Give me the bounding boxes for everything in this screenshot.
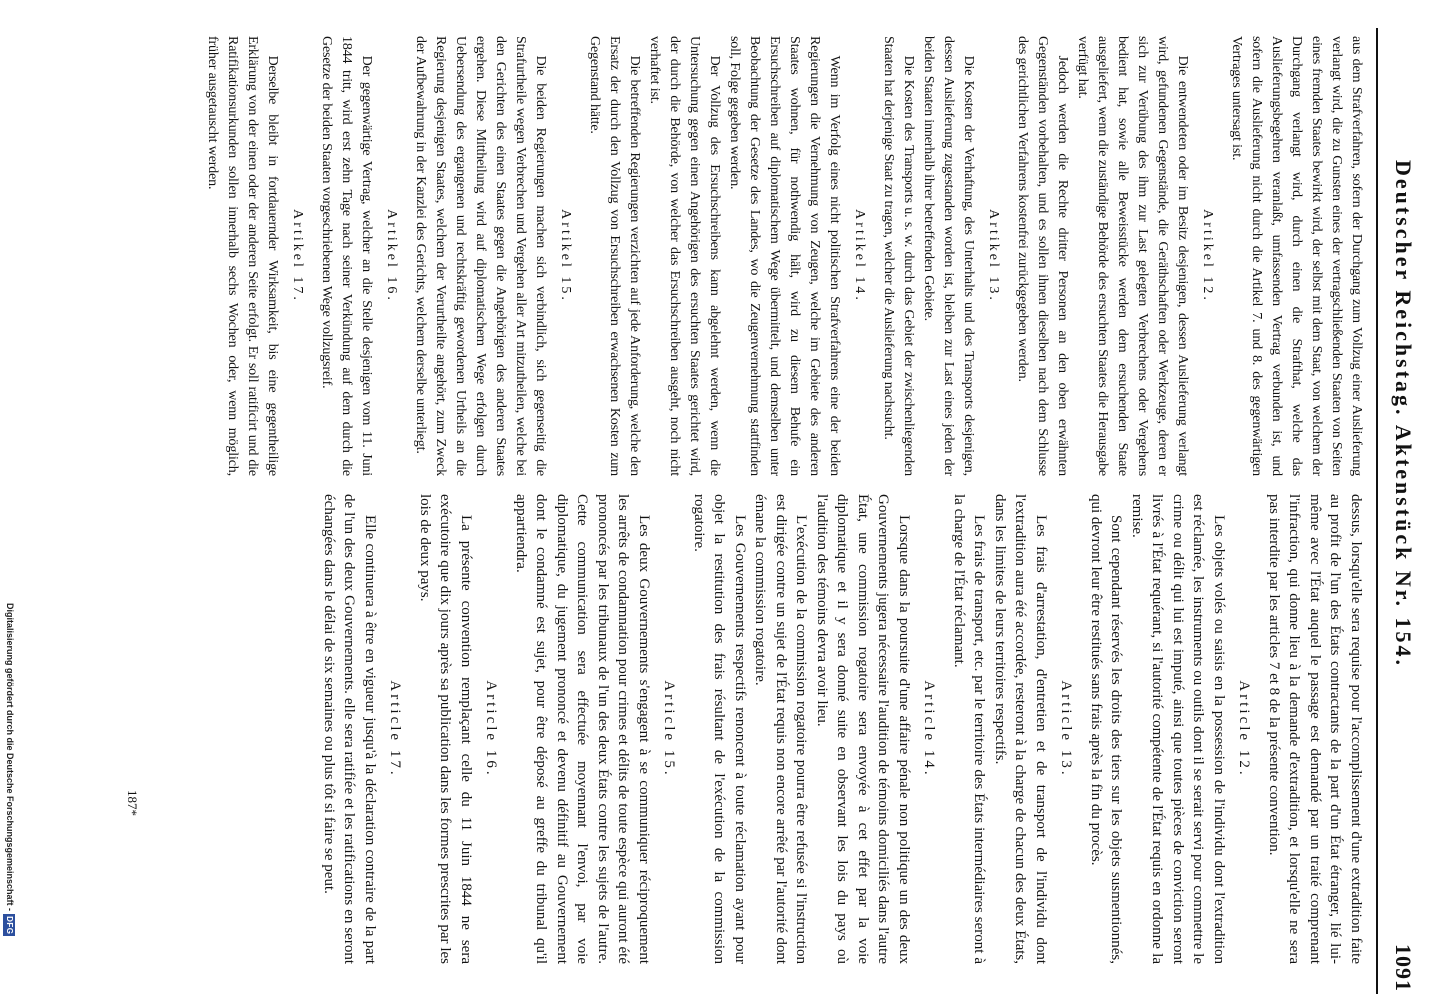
french-article-12-heading: Article 12. [1236, 680, 1253, 778]
page-number: 1091 [1391, 944, 1416, 992]
german-article-12-heading: Artikel 12. [1200, 209, 1215, 303]
german-article-15-paragraph: Die beiden Regierungen machen sich verbindlich, sich gegenseitig die Strafurtheile wegen Verbrechen und Vergehen aller Art mitzutheilen, welche bei den Gerichten des einen Staates gegen die Angehörigen des anderen Staates ergehen. Diese Mittheilung wird auf diplomatischem Wege erfolgen durch Uebersendung des ergangenen und rechtskräftig gewordenen Urtheils an die Regierung desjenigen Staates, welchem der Verurtheilte angehört, zum Zweck der Aufbewahrung in der Kanzlei des Gerichts, welchem derselbe unterliegt. [413, 36, 548, 476]
french-article-12-paragraph-1: Les objets volés ou saisis en la possession de l'individu dont l'extradition est réclamée, les instruments ou outils dont il se serait servi pour commettre le crime ou délit qui lui est imputé, ainsi que toutes pièces de conviction seront livrés à l'État requérant, si l'autorité compétente de l'État requis en ordonne la remise. [1129, 494, 1227, 964]
german-article-13-paragraph-2: Die Kosten des Transports u. s. w. durch das Gebiet der zwischenliegenden Staaten hat derjenige Staat zu tragen, welcher die Auslieferung nachsucht. [881, 36, 916, 476]
german-continuation-paragraph: aus dem Strafverfahren, sofern der Durchgang zum Vollzug einer Auslieferung verlangt wird, die zu Gunsten eines der vertragschließenden Staaten von Seiten eines fremden Staates bewirkt wird, der selbst mit dem Staat, von welchem der Durchgang verlangt wird, durch einen die Strafthat, welche das Auslieferungsbegehren veranlaßt, umfassenden Vertrag verbunden ist, und sofern die Auslieferung nicht durch die Artikel 7. und 8. des gegenwärtigen Vertrages untersagt ist. [1229, 36, 1364, 476]
french-article-13-heading: Article 13. [1058, 680, 1075, 778]
digitization-credit-strip [2, 603, 17, 995]
french-article-13-paragraph-1: Les frais d'arrestation, d'entretien et de transport de l'individu dont l'extradition aura été accordée, resteront à la charge de chacun des deux États, dans les limites de leurs territoires respectifs. [992, 494, 1049, 964]
french-article-15-paragraph: Les deux Gouvernements s'engagent à se communiquer réciproquement les arrêts de condamnation pour crimes et délits de toute espèce qui auront été prononcés par les tribunaux de l'un des deux États contre les sujets de l'autre. Cette communication sera effectuée moyennant l'envoi, par voie diplomatique, du jugement prononcé et devenu définitif au Gouvernement dont le condamné est sujet, pour être déposé au greffe du tribunal qu'il appartiendra. [513, 494, 652, 964]
german-column [134, 36, 1366, 476]
german-article-15-heading: Artikel 15. [558, 209, 573, 303]
german-article-12-paragraph-2: Jedoch werden die Rechte dritter Personen an den oben erwähnten Gegenständen vorbehalten, und es sollen ihnen dieselben nach dem Schlusse des gerichtlichen Verfahrens kostenfrei zurückgegeben werden. [1015, 36, 1070, 476]
german-article-14-heading: Artikel 14. [852, 209, 867, 303]
french-article-17-paragraph: Elle continuera à être en vigueur jusqu'à la déclaration contraire de la part de l'un des deux Gouvernements. elle sera ratifiée et les ratifications en seront échangées dans le délai de six semaines ou plus tôt si faire se peut. [321, 494, 378, 964]
french-article-14-paragraph-3: Les Gouvernements respectifs renoncent à toute réclamation ayant pour objet la restitution des frais résultant de l'exécution de la commission rogatoire. [691, 494, 748, 964]
digitization-credit-text: Digitalisierung gefördert durch die Deutsche Forschungsgemeinschaft - [5, 603, 15, 912]
french-article-16-heading: Article 16. [483, 680, 500, 778]
french-article-14-paragraph-1: Lorsque dans la poursuite d'une affaire pénale non politique un des deux Gouvernements jugera nécessaire l'audition de témoins domiciliés dans l'autre État, une commission rogatoire sera envoyée à cet effet par la voie diplomatique et il y sera donné suite en observant les lois du pays où l'audition des témoins devra avoir lieu. [814, 494, 912, 964]
french-article-17-heading: Article 17. [387, 680, 404, 778]
french-article-16-paragraph: La présente convention remplaçant celle du 11 Juin 1844 ne sera exécutoire que dix jours après sa publication dans les formes prescrites par les lois de deux pays. [417, 494, 474, 964]
french-article-13-paragraph-2: Les frais de transport, etc. par le territoire des États intermédiaires seront à la charge de l'État réclamant. [951, 494, 988, 964]
page-header-title: Deutscher Reichstag. Aktenstück Nr. 154. [1391, 160, 1416, 669]
german-article-14-paragraph-2: Der Vollzug des Ersuchschreibens kann abgelehnt werden, wenn die Untersuchung gegen einen Angehörigen des ersuchten Staates gerichtet wird, der durch die Behörde, von welcher das Ersuchschreiben ausgeht, noch nicht verhaftet ist. [647, 36, 722, 476]
german-article-16-paragraph: Der gegenwärtige Vertrag, welcher an die Stelle desjenigen vom 11. Juni 1844 tritt, wird erst zehn Tage nach seiner Verkündung auf dem durch die Gesetze der beiden Staaten vorgeschriebenen Wege vollzugsreif. [319, 36, 374, 476]
german-article-17-heading: Artikel 17. [290, 209, 305, 303]
german-article-13-heading: Artikel 13. [986, 209, 1001, 303]
french-article-14-paragraph-2: L'exécution de la commission rogatoire pourra être refusée si l'instruction est dirigée contre un sujet de l'État requis non encore arrêté par l'autorité dont émane la commission rogatoire. [752, 494, 810, 964]
french-article-14-heading: Article 14. [921, 680, 938, 778]
dfg-logo-icon: DFG [5, 916, 15, 935]
german-article-14-paragraph-1: Wenn im Verfolg eines nicht politischen Strafverfahrens eine der beiden Regierungen die Vernehmung von Zeugen, welche im Gebiete des anderen Staates wohnen, für nothwendig hält, wird zu diesem Behufe ein Ersuchschreiben auf diplomatischem Wege übermittelt, und demselben unter Beobachtung der Gesetze des Landes, wo die Zeugenvernehmung stattfinden soll, Folge gegeben werden. [727, 36, 842, 476]
signature-mark: 187* [125, 790, 140, 816]
french-article-15-heading: Article 15. [661, 680, 678, 778]
french-continuation-paragraph: dessus, lorsqu'elle sera requise pour l'accomplissement d'une extradition faite au profit de l'un des États contractants de la part d'un État étranger, lié lui-même avec l'État auquel le passage est demandé par un traité comprenant l'infraction, qui donne lieu à la demande d'extradition, et lorsqu'elle ne sera pas interdite par les articles 7 et 8 de la présente convention. [1266, 494, 1364, 964]
german-article-17-paragraph: Derselbe bleibt in fortdauernder Wirksamkeit, bis eine gegentheilige Erklärung von der einen oder der anderen Seite erfolgt. Er soll ratificirt und die Ratifikationsurkunden sollen innerhalb sechs Wochen oder, wenn möglich, früher ausgetauscht werden. [205, 36, 280, 476]
german-article-12-paragraph-1: Die entwendeten oder im Besitz desjenigen, dessen Auslieferung verlangt wird, gefundenen Gegenstände, die Geräthschaften oder Werkzeuge, deren er sich zur Verübung des ihm zur Last gelegten Verbrechens oder Vergehens bedient hat, sowie alle Beweisstücke werden dem ersuchenden Staate ausgeliefert, wenn die zuständige Behörde des ersuchten Staates die Herausgabe verfügt hat. [1075, 36, 1190, 476]
french-column [142, 494, 1366, 964]
german-article-14-paragraph-3: Die betreffenden Regierungen verzichten auf jede Anforderung, welche den Ersatz der durch den Vollzug von Ersuchschreiben erwachsenen Kosten zum Gegenstand hätte. [587, 36, 642, 476]
german-article-16-heading: Artikel 16. [384, 209, 399, 303]
german-article-13-paragraph-1: Die Kosten der Verhaftung, des Unterhalts und des Transports desjenigen, dessen Auslieferung zugestanden worden ist, bleiben zur Last eines jeden der beiden Staaten innerhalb ihrer betreffenden Gebiete. [921, 36, 976, 476]
header-rule [1376, 28, 1378, 994]
french-article-12-paragraph-2: Sont cependant réservés les droits des tiers sur les objets susmentionnés, qui devront leur être restitués sans frais après la fin du procès. [1088, 494, 1125, 964]
